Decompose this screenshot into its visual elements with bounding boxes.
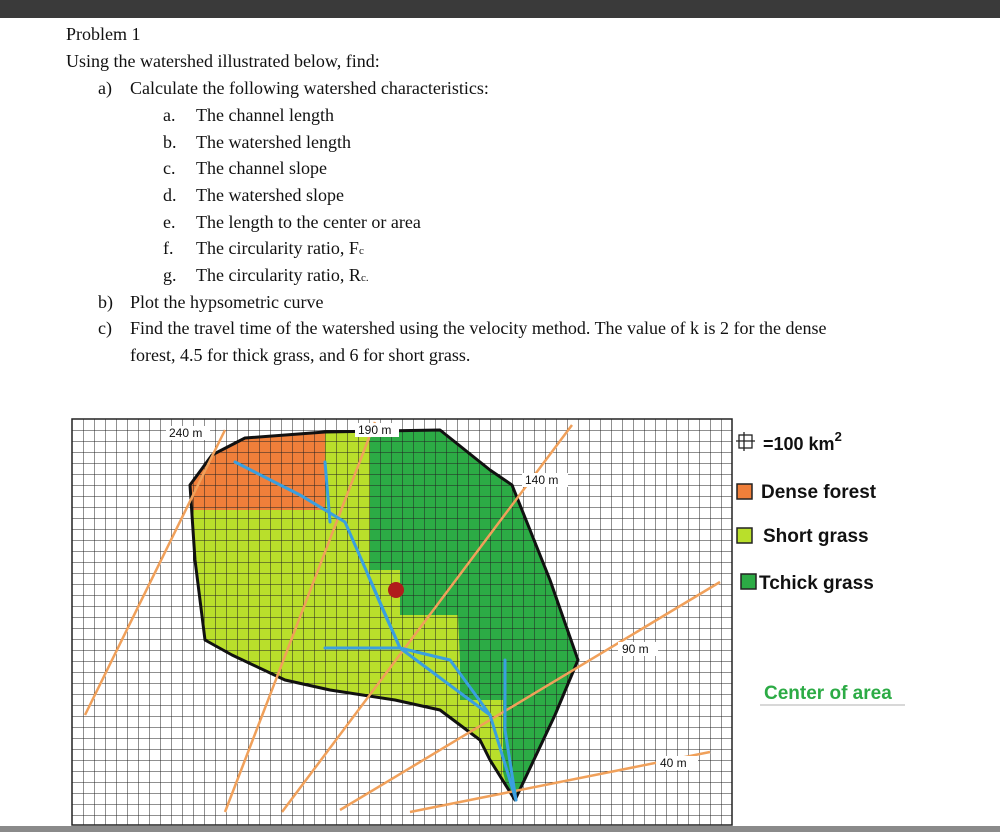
legend-thick-grass: Tchick grass [759,573,874,594]
part-b-marker: b) [98,292,113,312]
thick-grass-swatch [741,574,756,589]
problem-title: Problem 1 [66,24,141,44]
part-c-marker: c) [98,318,112,338]
item-e-marker: e. [163,212,176,232]
short-grass-swatch [737,528,752,543]
part-c-line1: Find the travel time of the watershed using the velocity method. The value of k is 2 for the dense [130,318,827,338]
legend-dense-forest: Dense forest [761,482,877,503]
item-d-text: The watershed slope [196,185,344,205]
item-e-text: The length to the center or area [196,212,421,232]
contour-label-40: 40 m [660,756,687,770]
dense-forest-swatch [737,484,752,499]
item-c-text: The channel slope [196,158,327,178]
bottom-bar [0,826,1000,832]
item-b-marker: b. [163,132,177,152]
legend [736,429,905,705]
item-g-marker: g. [163,265,177,285]
item-b-text: The watershed length [196,132,351,152]
scale-cell-icon [736,432,755,451]
part-c-line2: forest, 4.5 for thick grass, and 6 for short grass. [130,345,471,365]
legend-short-grass: Short grass [763,526,869,547]
contour-label-140: 140 m [525,473,559,487]
item-a-marker: a. [163,105,176,125]
grid [72,419,732,825]
part-a-text: Calculate the following watershed characteristics: [130,78,489,98]
item-f-marker: f. [163,238,174,258]
item-d-marker: d. [163,185,177,205]
contour-label-90: 90 m [622,642,649,656]
contour-label-240: 240 m [169,426,203,440]
part-b-text: Plot the hypsometric curve [130,292,324,312]
part-a-marker: a) [98,78,112,98]
legend-scale-text: =100 $km^2$ [763,429,842,454]
problem-intro: Using the watershed illustrated below, find: [66,51,380,71]
center-of-area-dot [388,582,404,598]
item-a-text: The channel length [196,105,334,125]
legend-center-of-area: Center of area [764,683,892,704]
contour-label-190: 190 m [358,423,392,437]
item-c-marker: c. [163,158,176,178]
item-f-text: The circularity ratio, Fc [196,238,364,258]
item-g-text: The circularity ratio, Rc. [196,265,369,285]
